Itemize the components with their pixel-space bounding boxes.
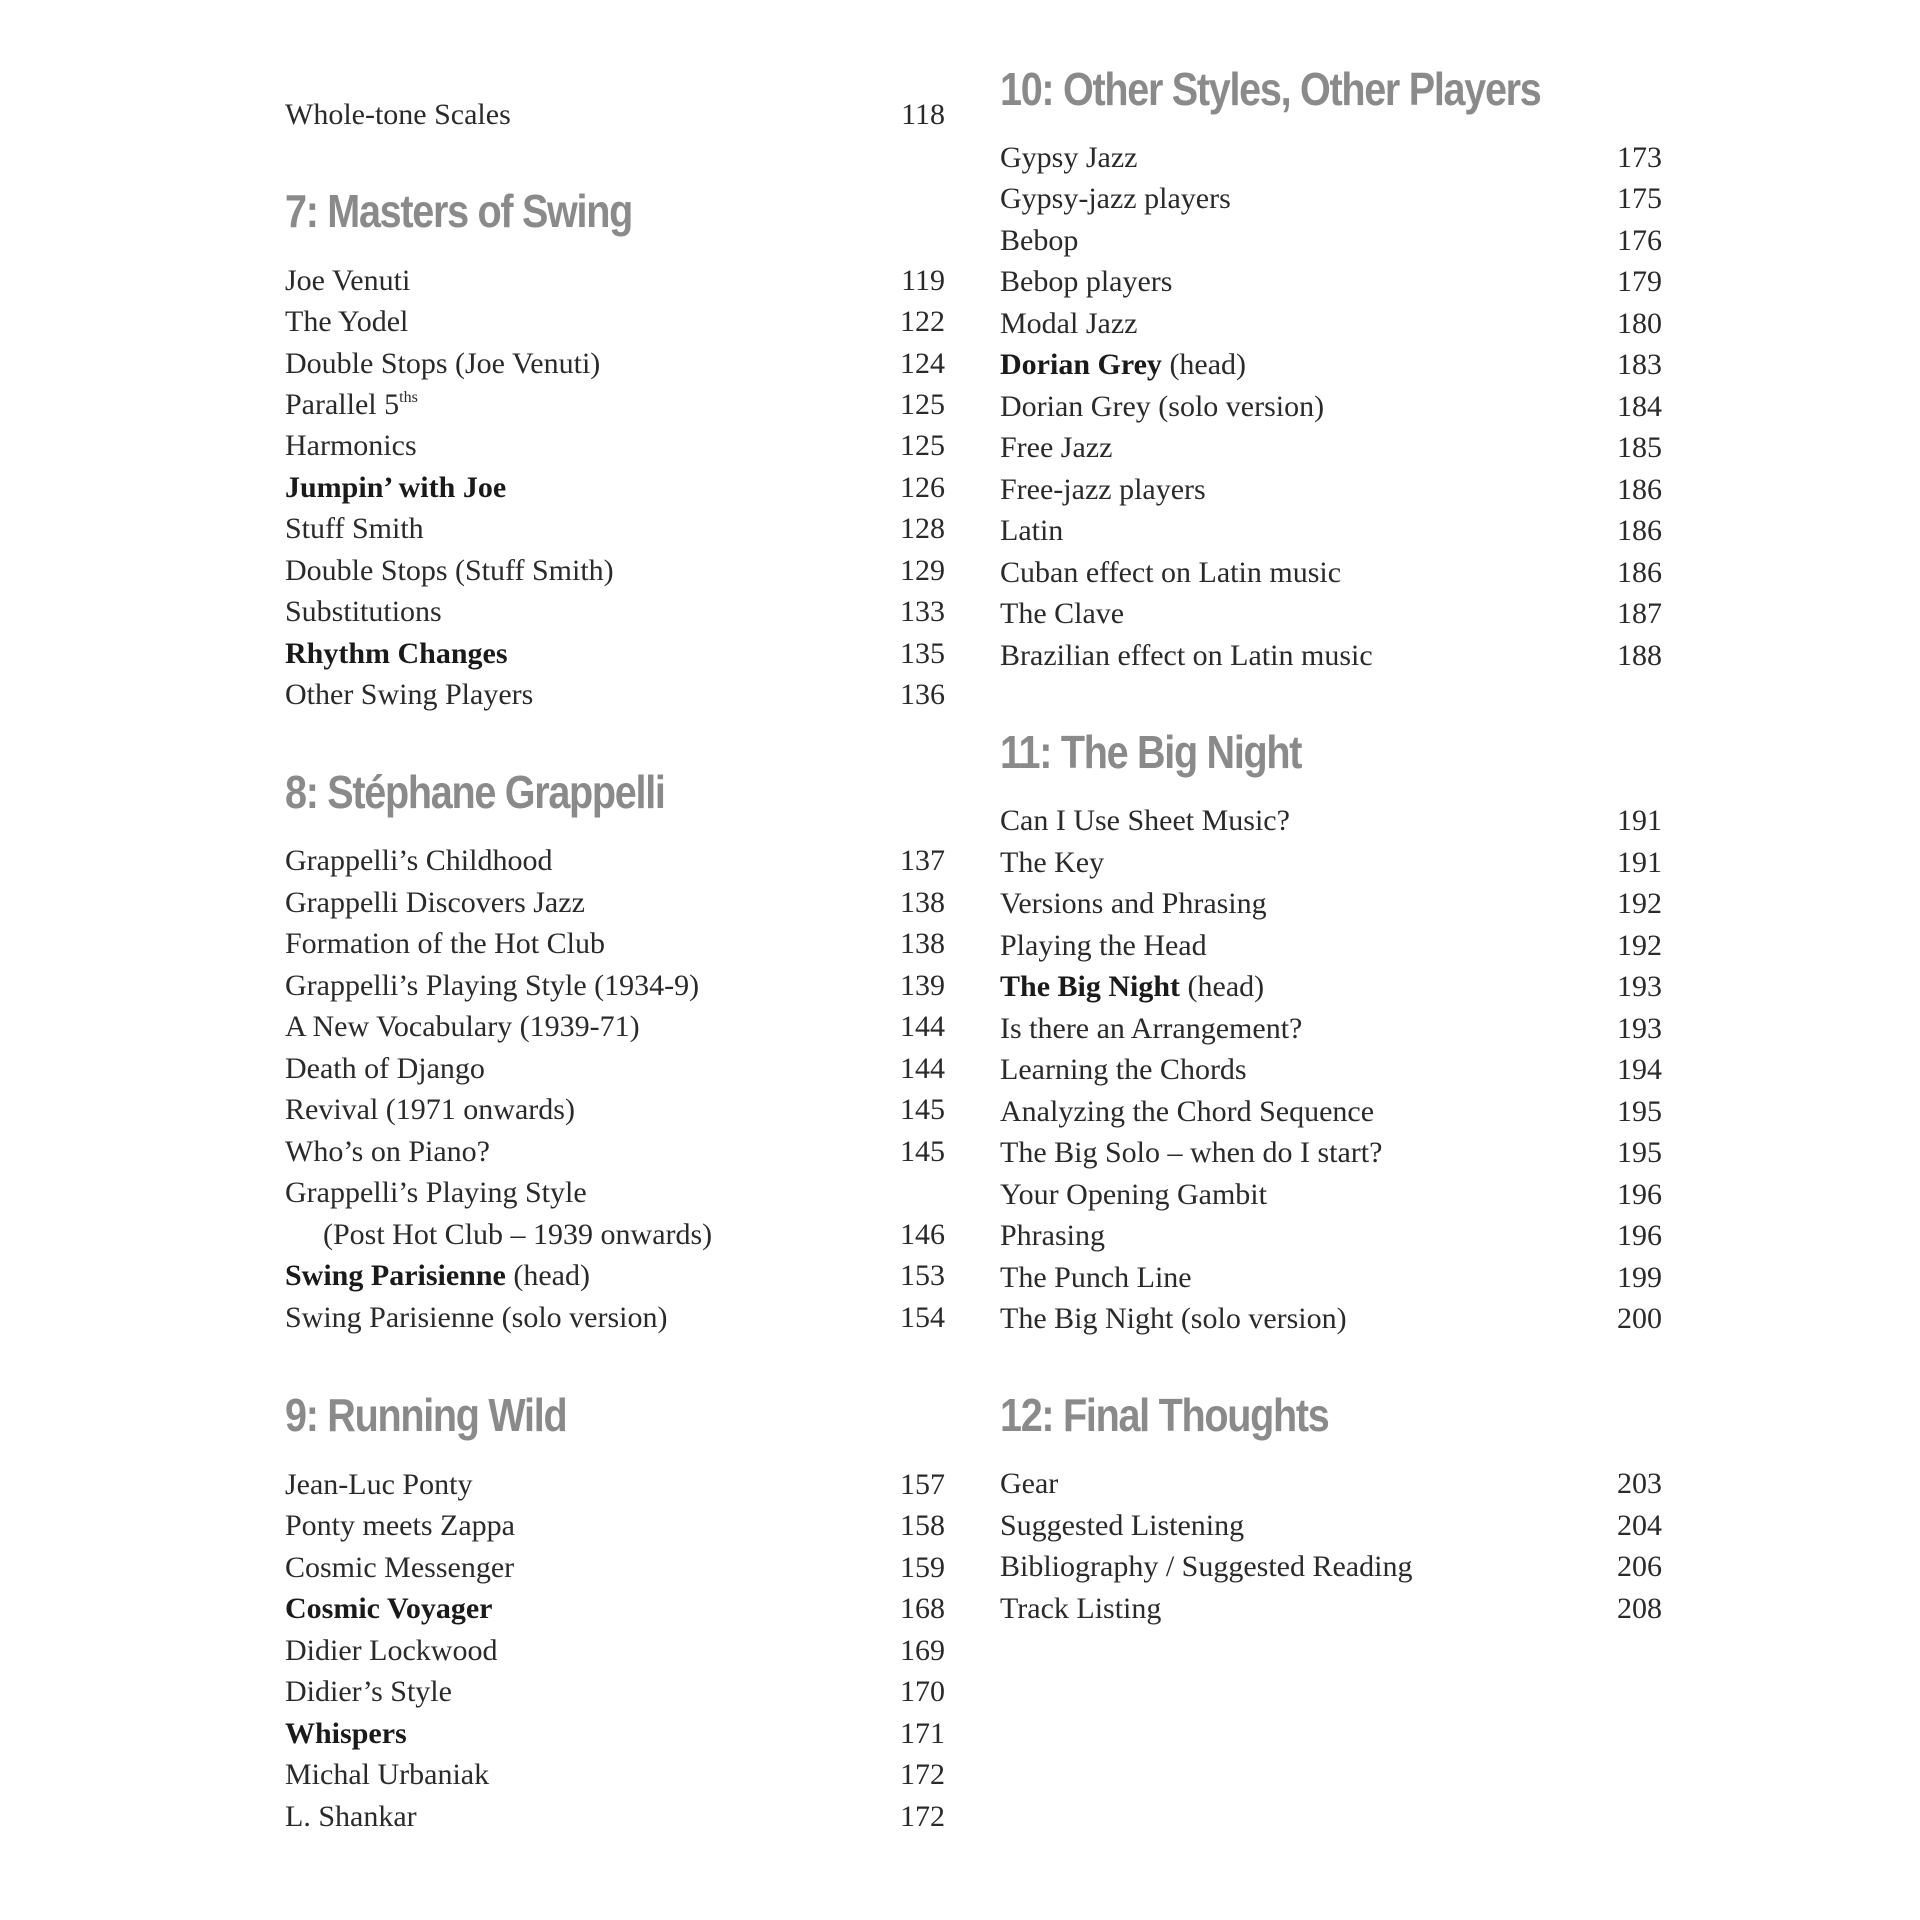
toc-entry-title: Can I Use Sheet Music? [1000, 804, 1290, 837]
toc-entry-title: Harmonics [285, 429, 417, 462]
toc-entry-title: Swing Parisienne (solo version) [285, 1301, 668, 1334]
toc-entry-title: Didier’s Style [285, 1675, 452, 1708]
toc-entry-page: 206 [1617, 1550, 1662, 1583]
toc-entry[interactable] [285, 1006, 945, 1047]
toc-entry-title: Versions and Phrasing [1000, 887, 1267, 920]
toc-entry[interactable] [285, 1754, 945, 1795]
toc-entry-page: 192 [1617, 929, 1662, 962]
toc-entry-page: 158 [900, 1509, 945, 1542]
toc-entry-page: 194 [1617, 1053, 1662, 1086]
toc-entry-title: Latin [1000, 514, 1064, 547]
toc-entry-page: 124 [900, 347, 945, 380]
toc-entry-title: Track Listing [1000, 1592, 1162, 1625]
toc-entry-title: Jean-Luc Ponty [285, 1468, 473, 1501]
toc-entry-page: 145 [900, 1135, 945, 1168]
toc-entry-page: 203 [1617, 1467, 1662, 1500]
toc-entry-page: 186 [1617, 473, 1662, 506]
toc-entry-page: 172 [900, 1758, 945, 1791]
toc-entry-title: Dorian Grey (head) [1000, 348, 1247, 381]
toc-entry[interactable] [285, 550, 945, 591]
toc-entry-page: 125 [900, 429, 945, 462]
toc-entry-title: Revival (1971 onwards) [285, 1093, 575, 1126]
toc-entry-page: 186 [1617, 514, 1662, 547]
toc-entry-page: 193 [1617, 1012, 1662, 1045]
toc-entry-page: 180 [1617, 307, 1662, 340]
toc-entry[interactable] [1000, 1174, 1662, 1215]
toc-entry-page: 128 [900, 512, 945, 545]
toc-entry-page: 195 [1617, 1095, 1662, 1128]
toc-entry[interactable] [1000, 1505, 1662, 1546]
toc-entry-title: The Key [1000, 846, 1105, 879]
toc-entry[interactable] [285, 840, 945, 881]
toc-entry-title: Bebop players [1000, 265, 1173, 298]
toc-entry-title: Joe Venuti [285, 264, 411, 297]
toc-entry-title: Michal Urbaniak [285, 1758, 490, 1791]
toc-entry-title: Gypsy-jazz players [1000, 182, 1231, 215]
toc-entry-page: 200 [1617, 1302, 1662, 1335]
toc-entry-title: Ponty meets Zappa [285, 1509, 515, 1542]
toc-entry[interactable] [1000, 303, 1662, 344]
toc-entry-page: 168 [900, 1592, 945, 1625]
toc-entry-page: 125 [900, 388, 945, 421]
toc-entry-title: Double Stops (Joe Venuti) [285, 347, 601, 380]
toc-entry[interactable] [285, 1630, 945, 1671]
toc-entry-title: Free Jazz [1000, 431, 1113, 464]
toc-entry[interactable] [285, 1671, 945, 1712]
toc-entry[interactable] [1000, 1588, 1662, 1629]
toc-entry-page: 175 [1617, 182, 1662, 215]
toc-entry-title: Jumpin’ with Joe [285, 471, 507, 504]
toc-entry-page: 144 [900, 1052, 945, 1085]
toc-entry[interactable] [285, 1172, 945, 1213]
toc-entry-page: 153 [900, 1259, 945, 1292]
toc-entry-title: Substitutions [285, 595, 442, 628]
toc-entry[interactable] [1000, 800, 1662, 841]
toc-entry[interactable] [1000, 344, 1662, 385]
toc-entry-page: 170 [900, 1675, 945, 1708]
toc-entry-title: The Big Night (solo version) [1000, 1302, 1347, 1335]
toc-entry-title: (Post Hot Club – 1939 onwards) [323, 1218, 713, 1251]
toc-entry-page: 193 [1617, 970, 1662, 1003]
toc-entry-page: 136 [900, 678, 945, 711]
toc-entry[interactable] [285, 425, 945, 466]
toc-entry[interactable] [285, 384, 945, 425]
toc-entry-title: Brazilian effect on Latin music [1000, 639, 1373, 672]
toc-entry[interactable] [1000, 883, 1662, 924]
toc-entry-page: 186 [1617, 556, 1662, 589]
toc-entry-title: Cuban effect on Latin music [1000, 556, 1342, 589]
toc-entry[interactable] [285, 1214, 945, 1255]
toc-entry-page: 137 [900, 844, 945, 877]
section-heading-10: 10: Other Styles, Other Players [1000, 63, 1541, 115]
toc-entry-title: Didier Lockwood [285, 1634, 498, 1667]
toc-entry-page: 192 [1617, 887, 1662, 920]
toc-entry-title: Formation of the Hot Club [285, 927, 605, 960]
toc-entry-title: Cosmic Messenger [285, 1551, 515, 1584]
toc-entry-title: Suggested Listening [1000, 1509, 1245, 1542]
toc-entry[interactable] [1000, 966, 1662, 1007]
toc-entry-title: Phrasing [1000, 1219, 1105, 1252]
toc-entry[interactable] [285, 882, 945, 923]
toc-entry[interactable] [285, 1131, 945, 1172]
toc-entry-title: Who’s on Piano? [285, 1135, 490, 1168]
toc-entry[interactable] [1000, 1463, 1662, 1504]
section-heading-11: 11: The Big Night [1000, 726, 1302, 778]
toc-entry-page: 172 [900, 1800, 945, 1833]
toc-entry-title: Grappelli’s Playing Style (1934-9) [285, 969, 700, 1002]
toc-entry-title: Playing the Head [1000, 929, 1207, 962]
toc-entry-title: Learning the Chords [1000, 1053, 1247, 1086]
toc-entry-page: 195 [1617, 1136, 1662, 1169]
toc-entry-page: 208 [1617, 1592, 1662, 1625]
toc-entry-page: 133 [900, 595, 945, 628]
toc-entry-title: Your Opening Gambit [1000, 1178, 1267, 1211]
toc-entry[interactable] [285, 1255, 945, 1296]
toc-entry-title: Rhythm Changes [285, 637, 508, 670]
toc-entry-page: 191 [1617, 846, 1662, 879]
toc-entry-title: Bebop [1000, 224, 1079, 257]
section-heading-8: 8: Stéphane Grappelli [285, 766, 665, 818]
toc-entry-page: 146 [900, 1218, 945, 1251]
toc-entry[interactable] [285, 94, 945, 135]
toc-entry[interactable] [1000, 1008, 1662, 1049]
toc-entry[interactable] [1000, 635, 1662, 676]
toc-entry[interactable] [1000, 510, 1662, 551]
toc-entry-title: Is there an Arrangement? [1000, 1012, 1303, 1045]
toc-entry-page: 118 [901, 98, 945, 131]
toc-entry[interactable] [285, 1547, 945, 1588]
toc-entry-page: 154 [900, 1301, 945, 1334]
toc-entry[interactable] [1000, 261, 1662, 302]
toc-entry-title: The Big Night (head) [1000, 970, 1265, 1003]
toc-entry[interactable] [1000, 925, 1662, 966]
toc-entry[interactable] [1000, 1049, 1662, 1090]
toc-entry[interactable] [285, 1297, 945, 1338]
toc-entry[interactable] [285, 508, 945, 549]
toc-entry[interactable] [285, 467, 945, 508]
toc-entry-title: The Yodel [285, 305, 409, 338]
toc-entry[interactable] [1000, 220, 1662, 261]
toc-entry-title: Analyzing the Chord Sequence [1000, 1095, 1375, 1128]
toc-entry-title: L. Shankar [285, 1800, 417, 1833]
toc-entry[interactable] [285, 1048, 945, 1089]
toc-entry-page: 159 [900, 1551, 945, 1584]
toc-entry[interactable] [285, 343, 945, 384]
toc-entry-page: 171 [900, 1717, 945, 1750]
toc-entry-title: Double Stops (Stuff Smith) [285, 554, 614, 587]
toc-entry[interactable] [1000, 1215, 1662, 1256]
toc-entry-title: Gypsy Jazz [1000, 141, 1138, 174]
toc-entry-title: Grappelli Discovers Jazz [285, 886, 585, 919]
toc-entry[interactable] [285, 1588, 945, 1629]
toc-entry[interactable] [1000, 427, 1662, 468]
toc-entry-page: 169 [900, 1634, 945, 1667]
toc-entry-page: 139 [900, 969, 945, 1002]
toc-entry[interactable] [285, 1089, 945, 1130]
toc-entry[interactable] [285, 674, 945, 715]
toc-entry-title: Dorian Grey (solo version) [1000, 390, 1325, 423]
toc-entry-title: Grappelli’s Childhood [285, 844, 553, 877]
toc-entry-title: The Punch Line [1000, 1261, 1192, 1294]
toc-entry[interactable] [1000, 1298, 1662, 1339]
toc-entry[interactable] [285, 965, 945, 1006]
toc-entry-page: 145 [900, 1093, 945, 1126]
toc-entry-title: Whole-tone Scales [285, 98, 511, 131]
toc-entry[interactable] [1000, 178, 1662, 219]
toc-entry[interactable] [1000, 1546, 1662, 1587]
toc-entry-page: 185 [1617, 431, 1662, 464]
toc-entry-title: Modal Jazz [1000, 307, 1138, 340]
toc-entry[interactable] [1000, 386, 1662, 427]
toc-entry-title: Grappelli’s Playing Style [285, 1176, 587, 1209]
toc-entry[interactable] [285, 260, 945, 301]
section-heading-7: 7: Masters of Swing [285, 185, 632, 237]
toc-entry-page: 119 [901, 264, 945, 297]
toc-entry[interactable] [1000, 1132, 1662, 1173]
toc-entry-page: 138 [900, 886, 945, 919]
toc-entry[interactable] [285, 1796, 945, 1837]
toc-entry-title: Gear [1000, 1467, 1059, 1500]
toc-entry-page: 183 [1617, 348, 1662, 381]
toc-entry-page: 138 [900, 927, 945, 960]
toc-entry-page: 187 [1617, 597, 1662, 630]
toc-entry[interactable] [1000, 137, 1662, 178]
toc-entry-title: Death of Django [285, 1052, 485, 1085]
toc-entry-page: 129 [900, 554, 945, 587]
toc-entry[interactable] [1000, 469, 1662, 510]
toc-entry-title: Other Swing Players [285, 678, 534, 711]
toc-entry-title: Stuff Smith [285, 512, 424, 545]
toc-entry[interactable] [1000, 552, 1662, 593]
toc-entry[interactable] [1000, 842, 1662, 883]
toc-entry[interactable] [1000, 593, 1662, 634]
toc-entry[interactable] [285, 1464, 945, 1505]
toc-entry[interactable] [285, 633, 945, 674]
toc-entry[interactable] [1000, 1091, 1662, 1132]
toc-entry-page: 179 [1617, 265, 1662, 298]
toc-entry-page: 196 [1617, 1219, 1662, 1252]
toc-entry[interactable] [1000, 1257, 1662, 1298]
toc-entry-title: Bibliography / Suggested Reading [1000, 1550, 1413, 1583]
toc-entry-title: The Big Solo – when do I start? [1000, 1136, 1383, 1169]
toc-entry-page: 184 [1617, 390, 1662, 423]
toc-entry-title: Whispers [285, 1717, 407, 1750]
toc-entry-title: Swing Parisienne (head) [285, 1259, 590, 1292]
toc-entry-title: The Clave [1000, 597, 1125, 630]
toc-entry-title: Cosmic Voyager [285, 1592, 493, 1625]
toc-entry-page: 176 [1617, 224, 1662, 257]
toc-entry-title: Free-jazz players [1000, 473, 1206, 506]
toc-entry-title: A New Vocabulary (1939-71) [285, 1010, 640, 1043]
toc-entry-page: 135 [900, 637, 945, 670]
toc-entry-page: 126 [900, 471, 945, 504]
section-heading-9: 9: Running Wild [285, 1389, 567, 1441]
toc-entry-page: 204 [1617, 1509, 1662, 1542]
toc-entry[interactable] [285, 1713, 945, 1754]
toc-entry-page: 122 [900, 305, 945, 338]
toc-entry[interactable] [285, 923, 945, 964]
toc-entry-page: 191 [1617, 804, 1662, 837]
toc-entry-page: 173 [1617, 141, 1662, 174]
toc-entry-page: 144 [900, 1010, 945, 1043]
section-heading-12: 12: Final Thoughts [1000, 1389, 1329, 1441]
toc-entry-page: 199 [1617, 1261, 1662, 1294]
toc-entry-page: 157 [900, 1468, 945, 1501]
toc-entry[interactable] [285, 1505, 945, 1546]
toc-entry[interactable] [285, 591, 945, 632]
toc-entry-page: 196 [1617, 1178, 1662, 1211]
toc-entry-page: 188 [1617, 639, 1662, 672]
toc-entry[interactable] [285, 301, 945, 342]
toc-entry-title: Parallel $5^{ths}$ [285, 388, 418, 421]
